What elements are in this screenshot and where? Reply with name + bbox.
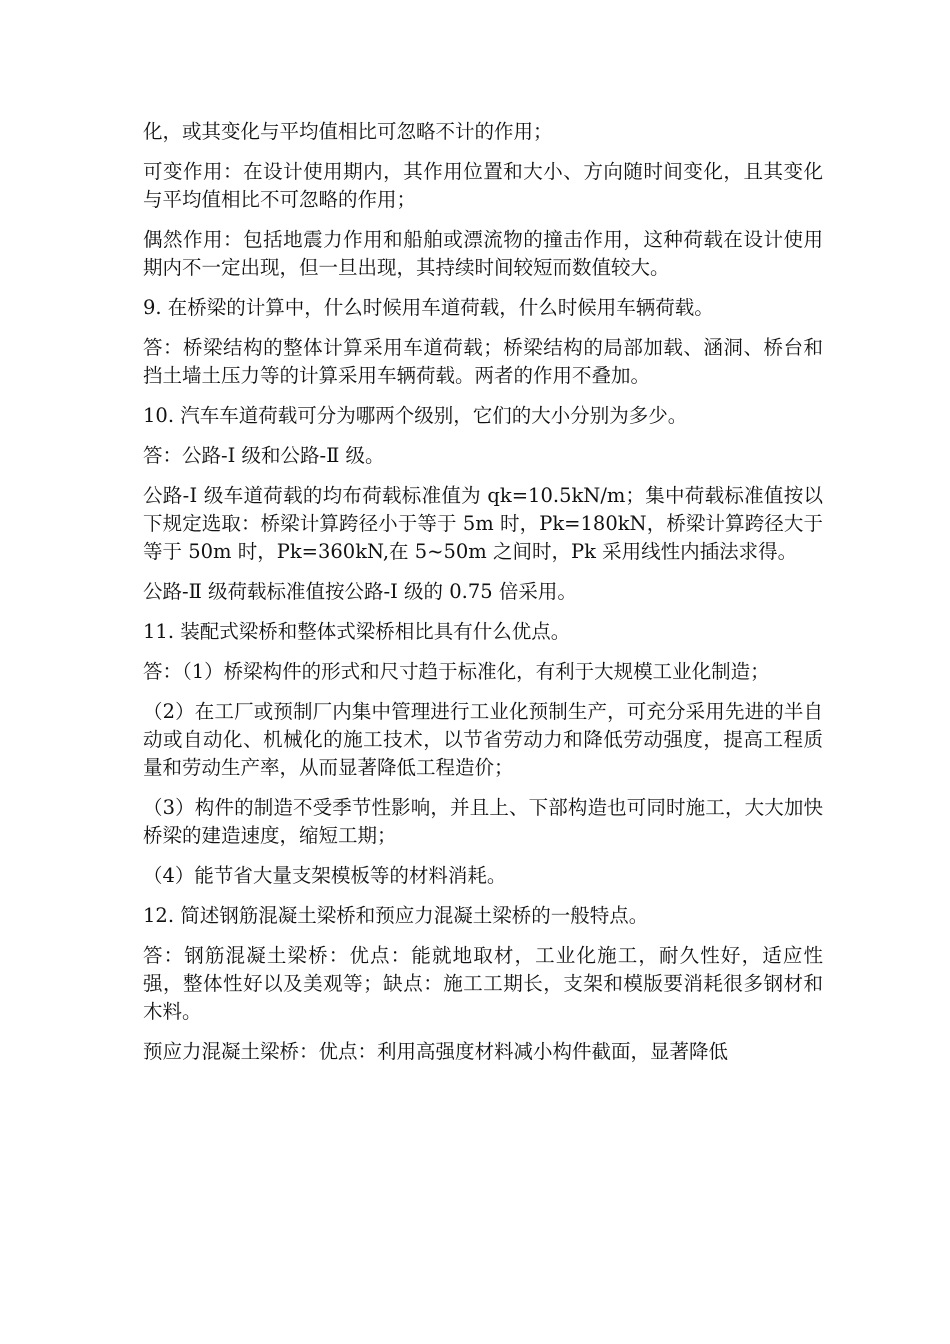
answer-12-rc-bridge: 答：钢筋混凝土梁桥：优点：能就地取材，工业化施工，耐久性好，适应性强，整体性好以及美观等；缺点：施工工期长，支架和模版要消耗很多钢材和木料。 (143, 944, 823, 1023)
document-page (143, 118, 823, 1078)
answer-10: 答：公路-Ⅰ 级和公路-Ⅱ 级。 (143, 444, 385, 467)
question-9: 9. 在桥梁的计算中，什么时候用车道荷载，什么时候用车辆荷载。 (143, 296, 714, 319)
answer-10-grade-1: 公路-Ⅰ 级车道荷载的均布荷载标准值为 qk=10.5kN/m；集中荷载标准值按以下规定选取：桥梁计算跨径小于等于 5m 时，Pk=180kN，桥梁计算跨径大于等于 50m 时，Pk=360kN,在 5~50m 之间时，Pk 采用线性内插法求得。 (143, 484, 823, 563)
answer-11-item-3: （3）构件的制造不受季节性影响，并且上、下部构造也可同时施工，大大加快桥梁的建造速度，缩短工期； (143, 796, 823, 847)
question-10: 10. 汽车车道荷载可分为哪两个级别，它们的大小分别为多少。 (143, 404, 688, 427)
question-12: 12. 简述钢筋混凝土梁桥和预应力混凝土梁桥的一般特点。 (143, 904, 649, 927)
answer-9: 答：桥梁结构的整体计算采用车道荷载；桥梁结构的局部加载、涵洞、桥台和挡土墙土压力等的计算采用车辆荷载。两者的作用不叠加。 (143, 336, 823, 387)
answer-12-prestressed-bridge: 预应力混凝土梁桥：优点：利用高强度材料减小构件截面，显著降低 (143, 1040, 729, 1063)
answer-11-item-2: （2）在工厂或预制厂内集中管理进行工业化预制生产，可充分采用先进的半自动或自动化、机械化的施工技术，以节省劳动力和降低劳动强度，提高工程质量和劳动生产率，从而显著降低工程造价； (143, 700, 823, 779)
paragraph-permanent-action-end: 化，或其变化与平均值相比可忽略不计的作用； (143, 120, 553, 143)
question-11: 11. 装配式梁桥和整体式梁桥相比具有什么优点。 (143, 620, 571, 643)
paragraph-accidental-action: 偶然作用：包括地震力作用和船舶或漂流物的撞击作用，这种荷载在设计使用期内不一定出现，但一旦出现，其持续时间较短而数值较大。 (143, 228, 823, 279)
answer-11-item-4: （4）能节省大量支架模板等的材料消耗。 (143, 864, 507, 887)
answer-10-grade-2: 公路-Ⅱ 级荷载标准值按公路-Ⅰ 级的 0.75 倍采用。 (143, 580, 577, 603)
answer-11-item-1: 答：（1）桥梁构件的形式和尺寸趋于标准化，有利于大规模工业化制造； (143, 660, 770, 683)
paragraph-variable-action: 可变作用：在设计使用期内，其作用位置和大小、方向随时间变化，且其变化与平均值相比不可忽略的作用； (143, 160, 823, 211)
